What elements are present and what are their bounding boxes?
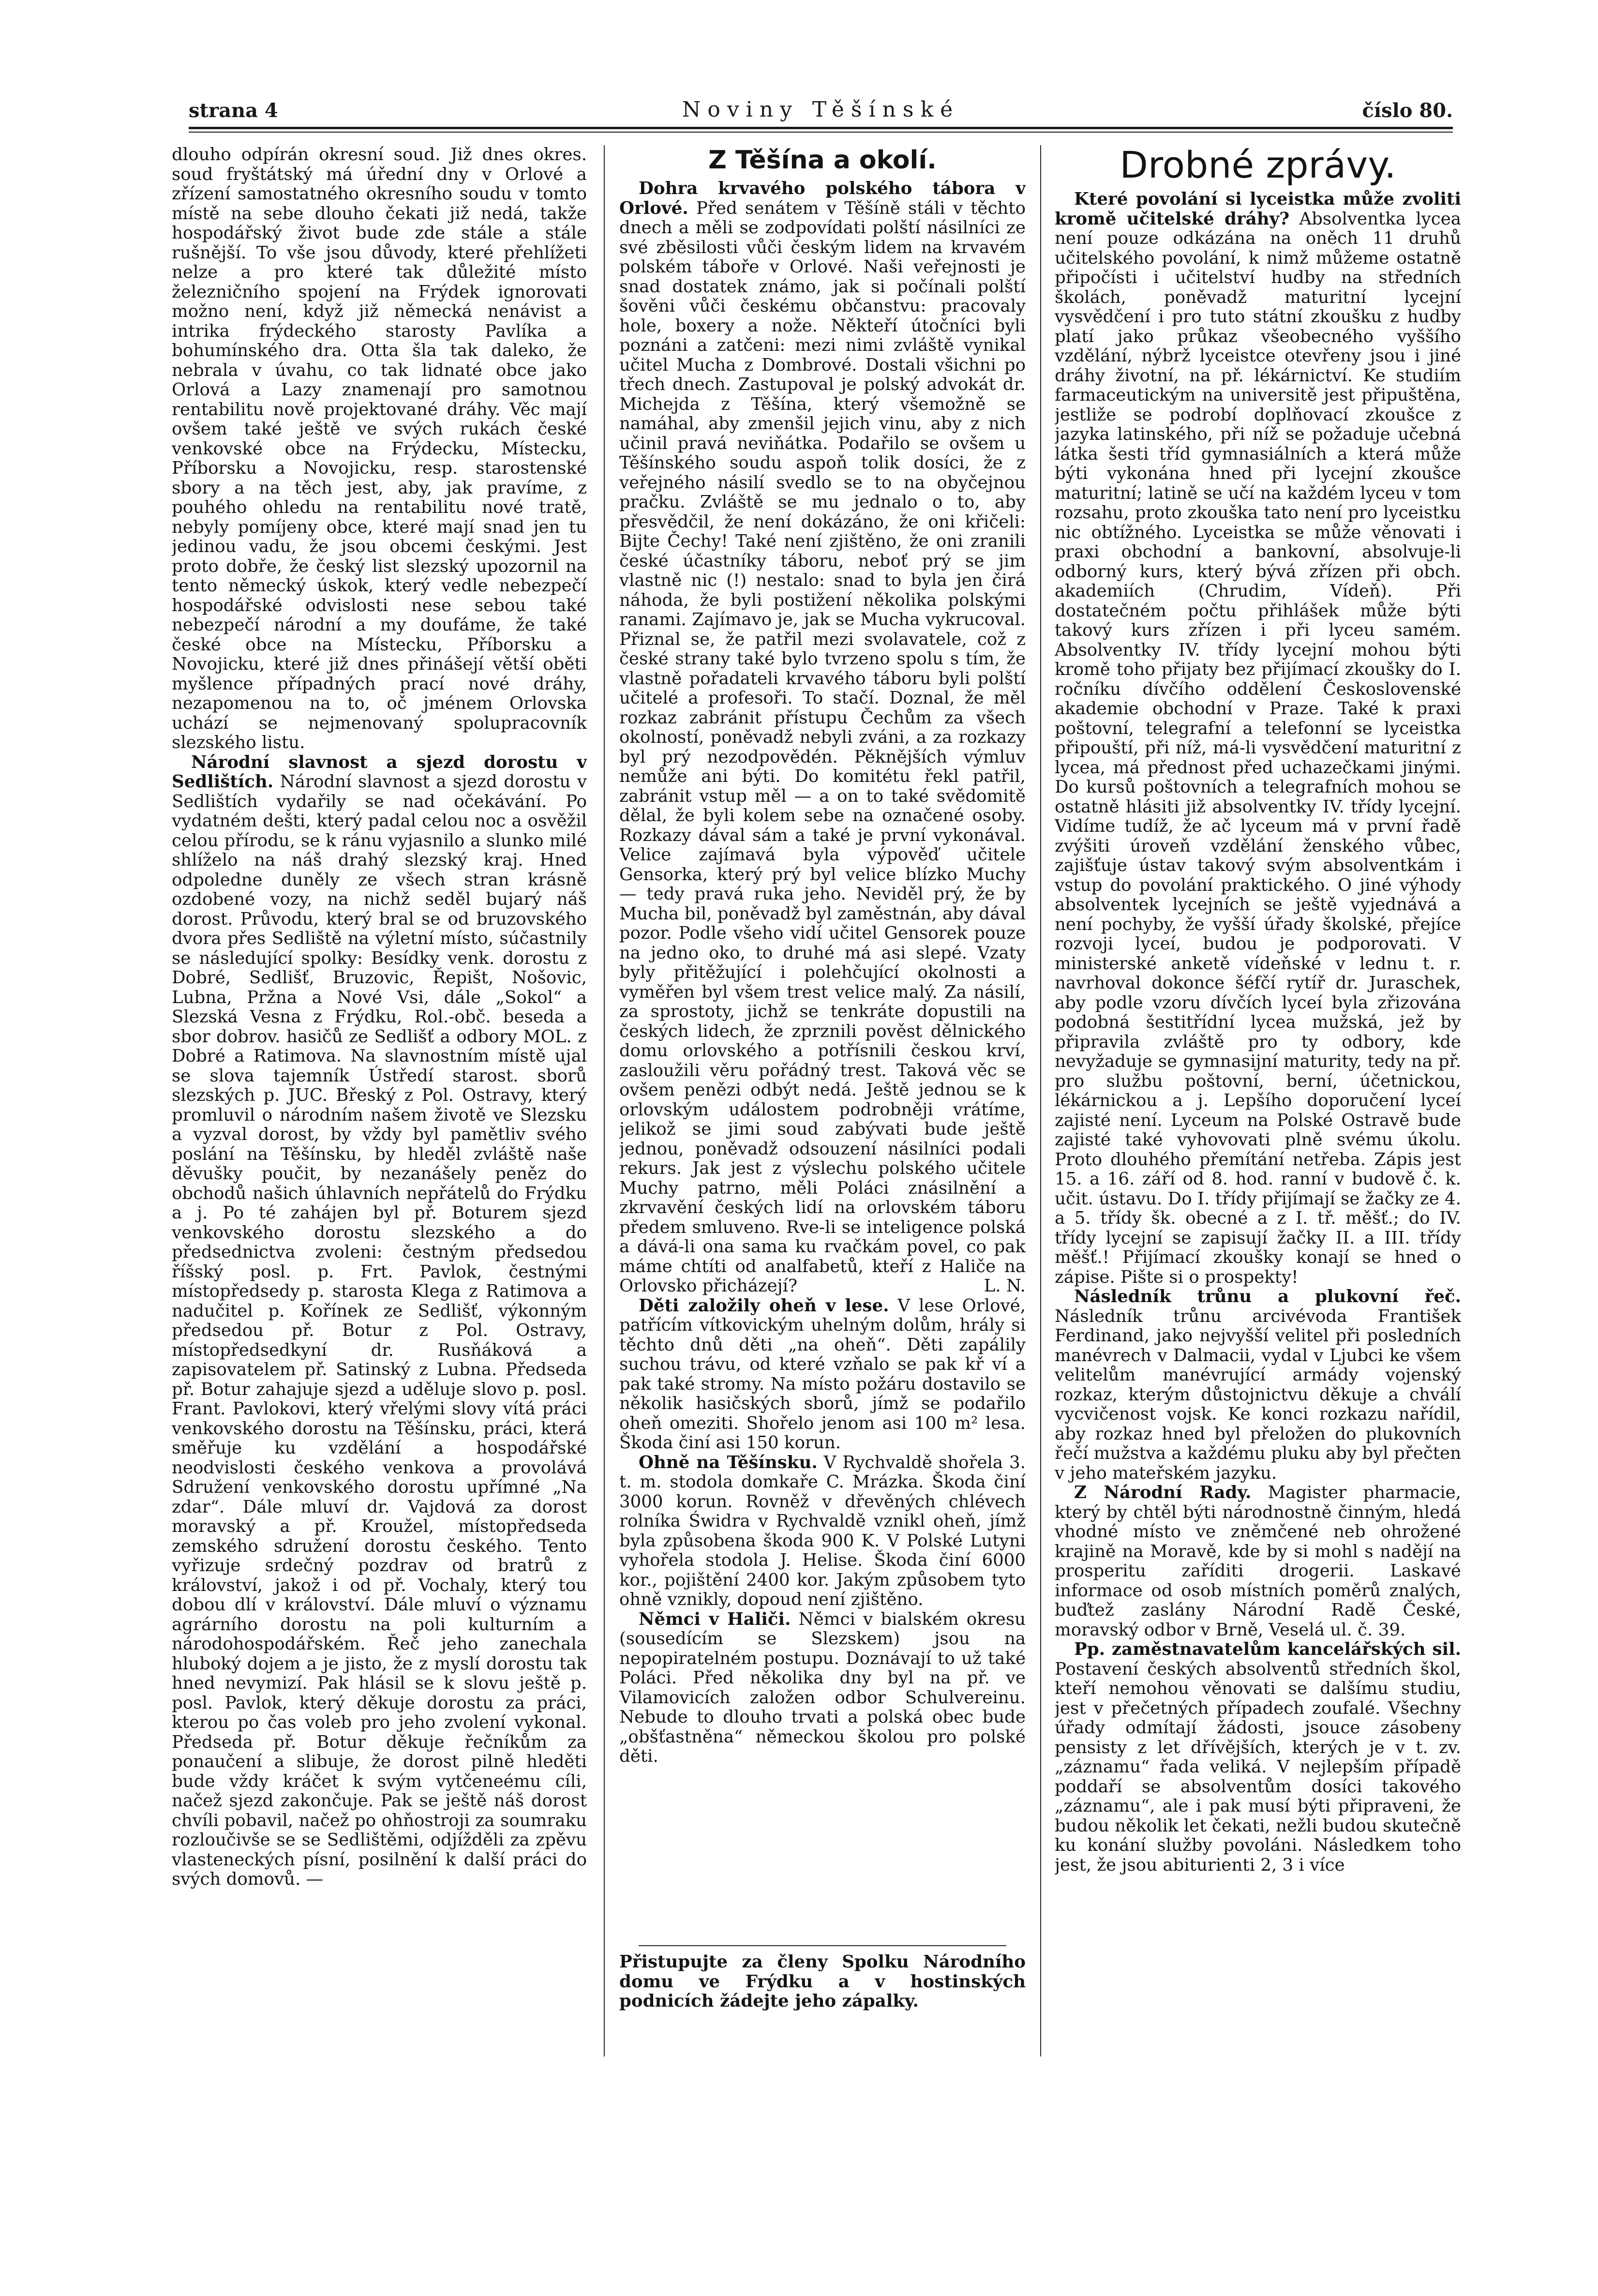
article-heading: Národní slavnost a sjezd dorostu v Sedlištích. — [172, 752, 587, 792]
article-signature: L. N. — [984, 1276, 1026, 1296]
article — [1055, 1287, 1461, 1483]
section-title: Drobné zprávy. — [1120, 145, 1396, 186]
page-number: strana 4 — [189, 99, 278, 122]
masthead — [189, 94, 1453, 123]
notice-box: Přistupujte za členy Spolku Národního domu ve Frýdku a v hostinských podnicích žádejte jeho zápalky. — [619, 1952, 1026, 2011]
newspaper-title: Noviny Těšínské — [682, 97, 960, 122]
article-text: Absolventka lycea není pouze odkázána na oněch 11 druhů učitelského povolání, k nimž můžeme ostatně připočísti i učitelství hudby na středních školách, poněvadž maturitní lycejní vysvědčení i pro tuto státní zkoušku z hudby platí jako průkaz všeobecného vyššího vzdělání, nýbrž lyceistce otevřeny jsou i jiné dráhy životní, na př. lékárnictví. Ke studiím farmaceutickým na universitě jest připuštěna, jestliže se podrobí doplňovací zkoušce z jazyka latinského, při níž se požaduje učebná látka šesti tříd gymnasiálních a která může býti vykonána hned při lycejní zkoušce maturitní; latině se učí na každém lyceu v tom rozsahu, proto zkouška tato není pro lyceistku nic obtížného. Lyceistka se může věnovati i praxi obchodní a bankovní, absolvuje-li odborný kurs, který bývá zřízen při obch. akademiích (Chrudim, Vídeň). Při dostatečném počtu přihlášek může býti takový kurs zřízen i při lyceu samém. Absolventky IV. třídy lycejní mohou býti kromě toho přijaty bez přijímací zkoušky do I. ročníku dívčího oddělení Československé akademie obchodní v Praze. Také k praxi poštovní, telegrafní a telefonní se lyceistka připouští, při níž, má-li vysvědčení maturitní z lycea, má přednost před uchazečkami jinými. Do kursů poštovních a telegrafních mohou se ostatně hlásiti již absolventky IV. třídy lycejní. Vidíme tudíž, že ač lyceum má v první řadě zvýšiti úroveň vzdělání ženského vůbec, zajišťuje ústav takový svým absolventkám i vstup do povolání praktického. O jiné výhody absolventek lycejních se ještě vyjednává a není pochyby, že vyšší úřady školské, přejíce rozvoji lyceí, budou je podporovati. V ministerské anketě vídeňské v lednu t. r. navrhoval dokonce šéfčí rytíř dr. Juraschek, aby podle vzoru dívčích lyceí byla zřizována podobná šestitřídní lycea mužská, jež by připravila zvláště pro ty odbory, kde nevyžaduje se gymnasijní maturity, tedy na př. pro službu poštovní, berní, účetnickou, lékárnickou a j. Lepšího doporučení lyceí zajisté není. Lyceum na Polské Ostravě bude zajisté také vyhovovati plně svému úkolu. Proto dlouhého přemítání netřeba. Zápis jest 15. a 16. září od 8. hod. ranní v budově č. k. učit. ústavu. Do I. třídy přijímají se žačky ze 4. a 5. třídy šk. obecné a z I. tř. měšť.; do IV. třídy lycejní se zapisují žačky II. a III. třídy měšť.! Přijímací zkoušky konají se hned o zápise. Pište si o prospekty! — [1055, 209, 1461, 1287]
article-heading: Z Národní Rady. — [1074, 1483, 1252, 1502]
article-text: Následník trůnu arcivévoda František Ferdinand, jako nejvyšší velitel při posledních manévrech v Dalmacii, vydal v Ljubci ke všem velitelům manévrující armády vojenský rozkaz, kterým důstojnictvu děkuje a chválí vycvičenost vojsk. Ke konci rozkazu nařídil, aby rozkaz hned byl přeložen do plukovních řečí mužstva a každému pluku aby byl přečten v jeho mateřském jazyku. — [1055, 1306, 1461, 1483]
article-text: Němci v bialském okresu (sousedícím se Slezskem) jsou na nepopiratelném postupu. Doznávají to už také Poláci. Před několika dny byl na př. ve Vilamovicích založen odbor Schulvereinu. Nebude to dlouho trvati a polská obec bude „obšťastněna“ německou školou pro polské děti. — [619, 1609, 1026, 1766]
article — [619, 1296, 1026, 1453]
article-text: dlouho odpírán okresní soud. Již dnes okres. soud fryštátský má úřední dny v Orlové a zřízení samostatného okresního soudu v tomto místě na sebe dlouho čekati již nedá, takže hospodářský život bude zde stále a stále rušnější. To vše jsou důvody, které přehlížeti nelze a pro které tak důležité místo železničního spojení na Frýdek ignorovati možno není, když již německá nenávist a intrika frýdeckého starosty Pavlíka a bohumínského dra. Otta šla tak daleko, že nebrala v úvahu, co tak lidnaté obce jako Orlová a Lazy znamenají pro samotnou rentabilitu nově projektované dráhy. Věc mají ovšem také ještě ve svých rukách české venkovské obce na Frýdecku, Místecku, Příborsku a Novojicku, resp. starostenské sbory a na těch jest, aby, jak pravíme, z pouhého ohledu na rentabilitu nové tratě, nebyly pomíjeny obce, které mají snad jen tu jedinou vadu, že jsou obcemi českými. Jest proto dobře, že český list slezský upozornil na tento německý úskok, který vedle nebezpečí hospodářské odvislosti nese sebou také nebezpečí národní a my doufáme, že také české obce na Místecku, Příborsku a Novojicku, které již dnes přinášejí větší oběti myšlence případných prací nové dráhy, nezapomenou na to, oč jménem Orlovska uchází se nejmenovaný spolupracovník slezského listu. — [172, 145, 587, 752]
article-text: Před senátem v Těšíně stáli v těchto dnech a měli se zodpovídati polští násilníci ze své zběsilosti vůči českým lidem na krvavém polském táboře v Orlové. Naši veřejnosti je snad dostatek známo, jak si počínali polští šověni vůči českému občanstvu: pracovaly hole, boxery a nože. Někteří útočníci byli poznáni a zatčeni: mezi nimi zvláště vynikal učitel Mucha z Dombrové. Dostali všichni po třech dnech. Zastupoval je polský advokát dr. Michejda z Těšína, který všemožně se namáhal, aby zmenšil jejich vinu, aby z nich učinil pravá neviňátka. Podařilo se ovšem u Těšínského soudu aspoň tolik dosíci, že z veřejného násilí svedlo se to na obyčejnou pračku. Zvláště se mu jednalo o to, aby přesvědčil, že není dokázáno, že oni křičeli: Bijte Čechy! Také není zjištěno, že oni zranili české účastníky táboru, neboť prý se jim vlastně nic (!) nestalo: snad to byla jen čirá náhoda, že byli postižení několika polskými ranami. Zajímavo je, jak se Mucha vykrucoval. Přiznal se, že patřil mezi svolavatele, což z české strany také bylo tvrzeno spolu s tím, že vlastně pořadateli krvavého táboru byli polští učitelé a profesoři. To stačí. Doznal, že měl rozkaz zabránit přístupu Čechům za všech okolností, poněvadž nebyli zváni, a za rozkazy byl prý nezodpovědén. Pěknějších výmluv nemůže ani býti. Do komitétu řekl patřil, zabránit vstup měl — a on to také svědomitě dělal, že byli kolem sebe na označené osoby. Rozkazy dával sám a také je první vykonával. Velice zajímavá byla výpověď učitele Gensorka, který prý byl velice blízko Muchy — tedy pravá ruka jeho. Neviděl prý, že by Mucha bil, poněvadž byl zaměstnán, aby dával pozor. Podle všeho vidí učitel Gensorek pouze na jedno oko, to druhé má asi slepé. Vzaty byly přitěžující i polehčující okolnosti a vyměřen byl všem trest velice malý. Za násilí, za sprostoty, jichž se tenkráte dopustili na českých lidech, že zprznili pověst dělnického domu orlovského a potřísnili českou krví, zasloužili věru pořádný trest. Taková věc se ovšem penězi odbýt nedá. Ještě jednou se k orlovským událostem podrobněji vrátíme, jelikož se jimi soud zabývati bude ještě jednou, poněvadž odsouzení násilníci podali rekurs. Jak jest z výslechu polského učitele Muchy patrno, měli Poláci znásilnění a zkrvavění českých lidí na orlovském táboru předem smluveno. Rve-li se inteligence polská a dává-li ona sama ku rvačkám povel, co pak máme chtíti od analfabetů, kteří z Haliče na Orlovsko přicházejí? — [619, 198, 1026, 1296]
column-2 — [619, 145, 1026, 2202]
article-text: V lese Orlové, patřícím vítkovickým uhelným dolům, hrály si těchto dnů děti „na oheň“. Děti zapálily suchou trávu, od které vzňalo se pak kř ví a pak také stromy. Na místo požáru dostavilo se několik hasičských sborů, jímž se podařilo oheň omeziti. Shořelo jenom asi 100 m² lesa. Škoda činí asi 150 korun. — [619, 1295, 1026, 1453]
article-heading: Pp. zaměstnavatelům kancelářských sil. — [1074, 1639, 1461, 1659]
article-heading: Následník trůnu a plukovní řeč. — [1074, 1287, 1461, 1306]
article-text: V Rychvaldě shořela 3. t. m. stodola domkaře C. Mrázka. Škoda činí 3000 korun. Rovněž v dřevěných chlévech rolníka Świdra v Rychvaldě vznikl oheň, jímž byla způsobena škoda 900 K. V Polské Lutyni vyhořela stodola J. Helise. Škoda činí 6000 kor., pojištění 2400 kor. Jakým způsobem tyto ohně vznikly, dopoud není zjištěno. — [619, 1452, 1026, 1609]
article — [1055, 1483, 1461, 1640]
article — [1055, 1640, 1461, 1875]
column-divider — [1040, 145, 1041, 2056]
article — [1055, 190, 1461, 1287]
article — [619, 1453, 1026, 1610]
article-heading: Ohně na Těšínsku. — [639, 1452, 818, 1472]
article — [172, 753, 587, 1890]
article-heading: Němci v Haliči. — [639, 1609, 791, 1629]
article-heading: Dohra krvavého polského tábora v Orlové. — [619, 179, 1026, 218]
article-heading: Děti založily oheň v lese. — [639, 1295, 889, 1316]
masthead-rule — [189, 127, 1453, 129]
notice-rule — [639, 1945, 1006, 1946]
article-heading: Které povolání si lyceistka může zvoliti kromě učitelské dráhy? — [1055, 189, 1461, 229]
article-text: Magister pharmacie, který by chtěl býti národnostně činným, hledá vhodné místo ve zněmčené neb ohrožené krajině na Moravě, kde by si mohl s nadějí na prosperitu zaříditi drogerii. Laskavé informace od osob místních poměrů znalých, buďtež zaslány Národní Radě České, moravský odbor v Brně, Veselá ul. č. 39. — [1055, 1483, 1461, 1640]
article — [619, 179, 1026, 1296]
article-text: Postavení českých absolventů středních škol, kteří nemohou věnovati se dalšímu studiu, jest v přečetných případech zoufalé. Všechny úřady odmítají žádosti, jsouce zásobeny pensisty z let dřívějších, kterých je v t. zv. „záznamu“ řada veliká. V nejlepším případě poddaří se absolventům dosíci takového „záznamu“, ale i pak musí býti připraveni, že budou několik let čekati, nežli budou skutečně ku konání služby povoláni. Následkem toho jest, že jsou abiturienti 2, 3 i více — [1055, 1659, 1461, 1875]
article — [619, 1610, 1026, 1767]
section-heading: Z Těšína a okolí. — [708, 146, 937, 175]
masthead-rule-thin — [189, 132, 1453, 133]
article-text: Národní slavnost a sjezd dorostu v Sedlištích vydařily se nad očekávání. Po vydatném dešti, který padal celou noc a osvěžil celou přírodu, se k ránu vyjasnilo a slunko milé shlíželo na náš drahý slezský kraj. Hned odpoledne duněly ze všech stran krásně ozdobené vozy, na nichž seděl bujarý náš dorost. Průvodu, který bral se od bruzovského dvora přes Sedliště na výletní místo, súčastnily se následující spolky: Besídky venk. dorostu z Dobré, Sedlišť, Bruzovic, Řepišt, Nošovic, Lubna, Pržna a Nové Vsi, dále „Sokol“ a Slezská Vesna z Frýdku, Rol.-obč. beseda a sbor dobrov. hasičů ze Sedlišť a odbory MOL. z Dobré a Ratimova. Na slavnostním místě ujal se slova tajemník Ústředí starost. sborů slezských p. JUC. Břeský z Pol. Ostravy, který promluvil o národním našem životě ve Slezsku a vyzval dorost, by vždy byl pamětliv svého poslání na Těšínsku, by hleděl zvláště naše děvušky poučit, by nezanášely peněz do obchodů našich úhlavních nepřátelů do Frýdku a j. Po té zahájen byl př. Boturem sjezd venkovského dorostu slezského a do předsednictva zvoleni: čestným předsedou říšský posl. p. Frt. Pavlok, čestnými místopředsedy p. starosta Klega z Ratimova a nadučitel p. Kořínek ze Sedlišť, výkonným předsedou př. Botur z Pol. Ostravy, místopředsedkyní dr. Rusňáková a zapisovatelem př. Satinský z Lubna. Předseda př. Botur zahajuje sjezd a uděluje slovo p. posl. Frant. Pavlokovi, který vřelými slovy vítá práci venkovského dorostu na Těšínsku, práci, která směřuje ku vzdělání a hospodářské neodvislosti českého venkova a provolává Sdružení venkovského dorostu upřímné „Na zdar“. Dále mluví dr. Vajdová za dorost moravský a př. Kroužel, místopředseda zemského sdružení dorostu českého. Tento vyřizuje srdečný pozdrav od bratrů z království, jakož i od př. Vochaly, který tou dobou dlí v království. Dále mluví o významu agrárního dorostu na poli kulturním a národohospodářském. Řeč jeho zanechala hluboký dojem a je jisto, že z myslí dorostu tak hned nevymizí. Pak hlásil se k slovu ještě p. posl. Pavlok, který děkuje dorostu za práci, kterou po čas voleb pro jeho zvolení vykonal. Předseda př. Botur děkuje řečníkům za ponaučení a slibuje, že dorost pilně hleděti bude vždy kráčet k svým vytčeneému cíli, načež sjezd zakončuje. Pak se ještě náš dorost chvíli pobavil, načež po ohňostroji za soumraku rozloučivše se se Sedlištěmi, odjížděli za zpěvu vlasteneckých písní, posilnění k další práci do svých domovů. — — [172, 772, 587, 1889]
column-3 — [1055, 145, 1461, 2202]
issue-number: číslo 80. — [1362, 99, 1453, 122]
column-divider — [604, 145, 605, 2056]
column-1 — [172, 145, 587, 2202]
